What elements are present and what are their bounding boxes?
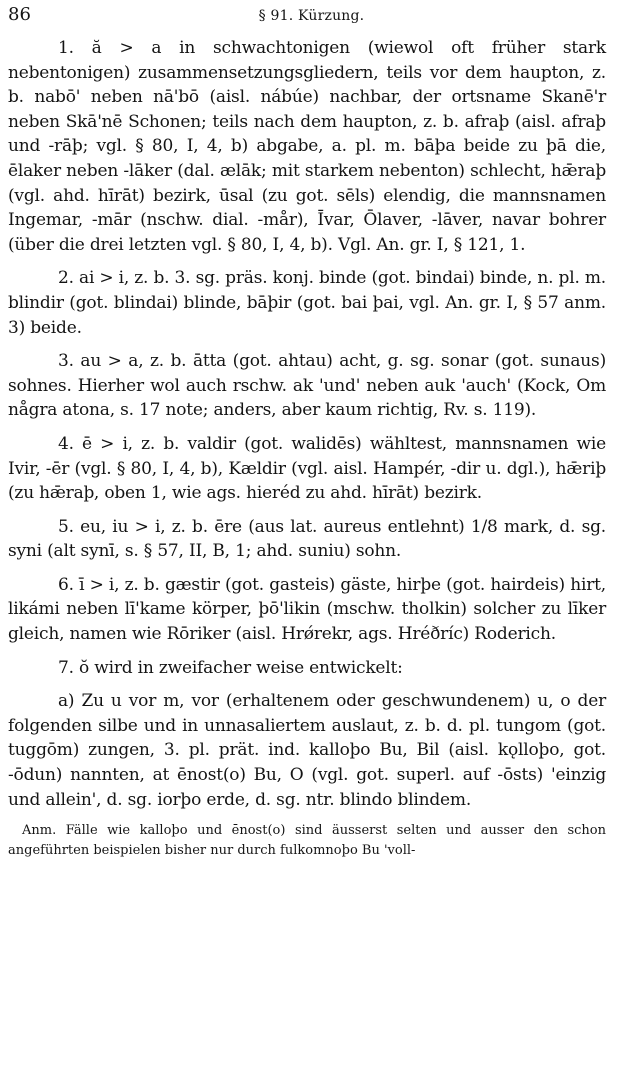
- footnote-anm: Anm. Fälle wie kalloþo und ēnost(o) sind äusserst selten und ausser den schon angeführten beispielen bisher nur durch fulkomnoþo Bu 'voll-: [8, 823, 606, 859]
- page-header: [8, 4, 615, 28]
- paragraph-4: 4. ē > i, z. b. valdir (got. walidēs) wähltest, mannsnamen wie Ivir, -ēr (vgl. § 80, I, 4, b), Kældir (vgl. aisl. Hampér, -dir u. dgl.), hǣriþ (zu hǣraþ, oben 1, wie ags. hieréd zu ahd. hīrāt) bezirk.: [8, 433, 606, 504]
- paragraph-5: 5. eu, iu > i, z. b. ēre (aus lat. aureus entlehnt) 1/8 mark, d. sg. syni (alt synī, s. § 57, II, B, 1; ahd. suniu) sohn.: [8, 516, 606, 562]
- paragraph-7a: a) Zu u vor m, vor (erhaltenem oder geschwundenem) u, o der folgenden silbe und in unnasaliertem auslaut, z. b. d. pl. tungom (got. tuggōm) zungen, 3. pl. prät. ind. kalloþo Bu, Bil (aisl. kǫlloþo, got. -ōdun) nannten, at ēnost(o) Bu, O (vgl. got. superl. auf -ōsts) 'einzig und allein', d. sg. iorþo erde, d. sg. ntr. blindo blindem.: [8, 691, 606, 810]
- paragraph-3: 3. au > a, z. b. ātta (got. ahtau) acht, g. sg. sonar (got. sunaus) sohnes. Hierher wol auch rschw. ak 'und' neben auk 'auch' (Kock, Om några atona, s. 17 note; anders, aber kaum richtig, Rv. s. 119).: [8, 351, 606, 421]
- paragraph-2: 2. ai > i, z. b. 3. sg. präs. konj. binde (got. bindai) binde, n. pl. m. blindir (got. blindai) blinde, bāþir (got. bai þai, vgl. An. gr. I, § 57 anm. 3) beide.: [8, 268, 607, 338]
- body-text: [8, 36, 606, 870]
- paragraph-1: 1. ă > a in schwachtonigen (wiewol oft früher stark nebentonigen) zusammensetzungsgliedern, teils vor dem haupton, z. b. nabō' neben nā'bō (aisl. nábúe) nachbar, der ortsname Skanē'r neben Skā'nē Schonen; teils nach dem haupton, z. b. afraþ (aisl. afraþ und -rāþ; vgl. § 80, I, 4, b) abgabe, a. pl. m. bāþa beide zu þā die, ēlaker neben -lāker (dal. ælāk; mit starkem nebenton) schlecht, hǣraþ (vgl. ahd. hīrāt) bezirk, ūsal (zu got. sēls) elendig, die mannsnamen Ingemar, -mār (nschw. dial. -mår), Īvar, Ōlaver, -lāver, navar bohrer (über die drei letzten vgl. § 80, I, 4, b). Vgl. An. gr. I, § 121, 1.: [8, 38, 606, 255]
- page-number: 86: [8, 4, 31, 25]
- paragraph-7: 7. ŏ wird in zweifacher weise entwickelt:: [58, 657, 403, 678]
- running-title: § 91. Kürzung.: [258, 8, 365, 24]
- paragraph-6: 6. ī > i, z. b. gæstir (got. gasteis) gäste, hirþe (got. hairdeis) hirt, likámi neben lī'kame körper, þō'likin (mschw. tholkin) solcher zu līker gleich, namen wie Rōriker (aisl. Hrǿrekr, ags. Hréðríc) Roderich.: [8, 574, 606, 645]
